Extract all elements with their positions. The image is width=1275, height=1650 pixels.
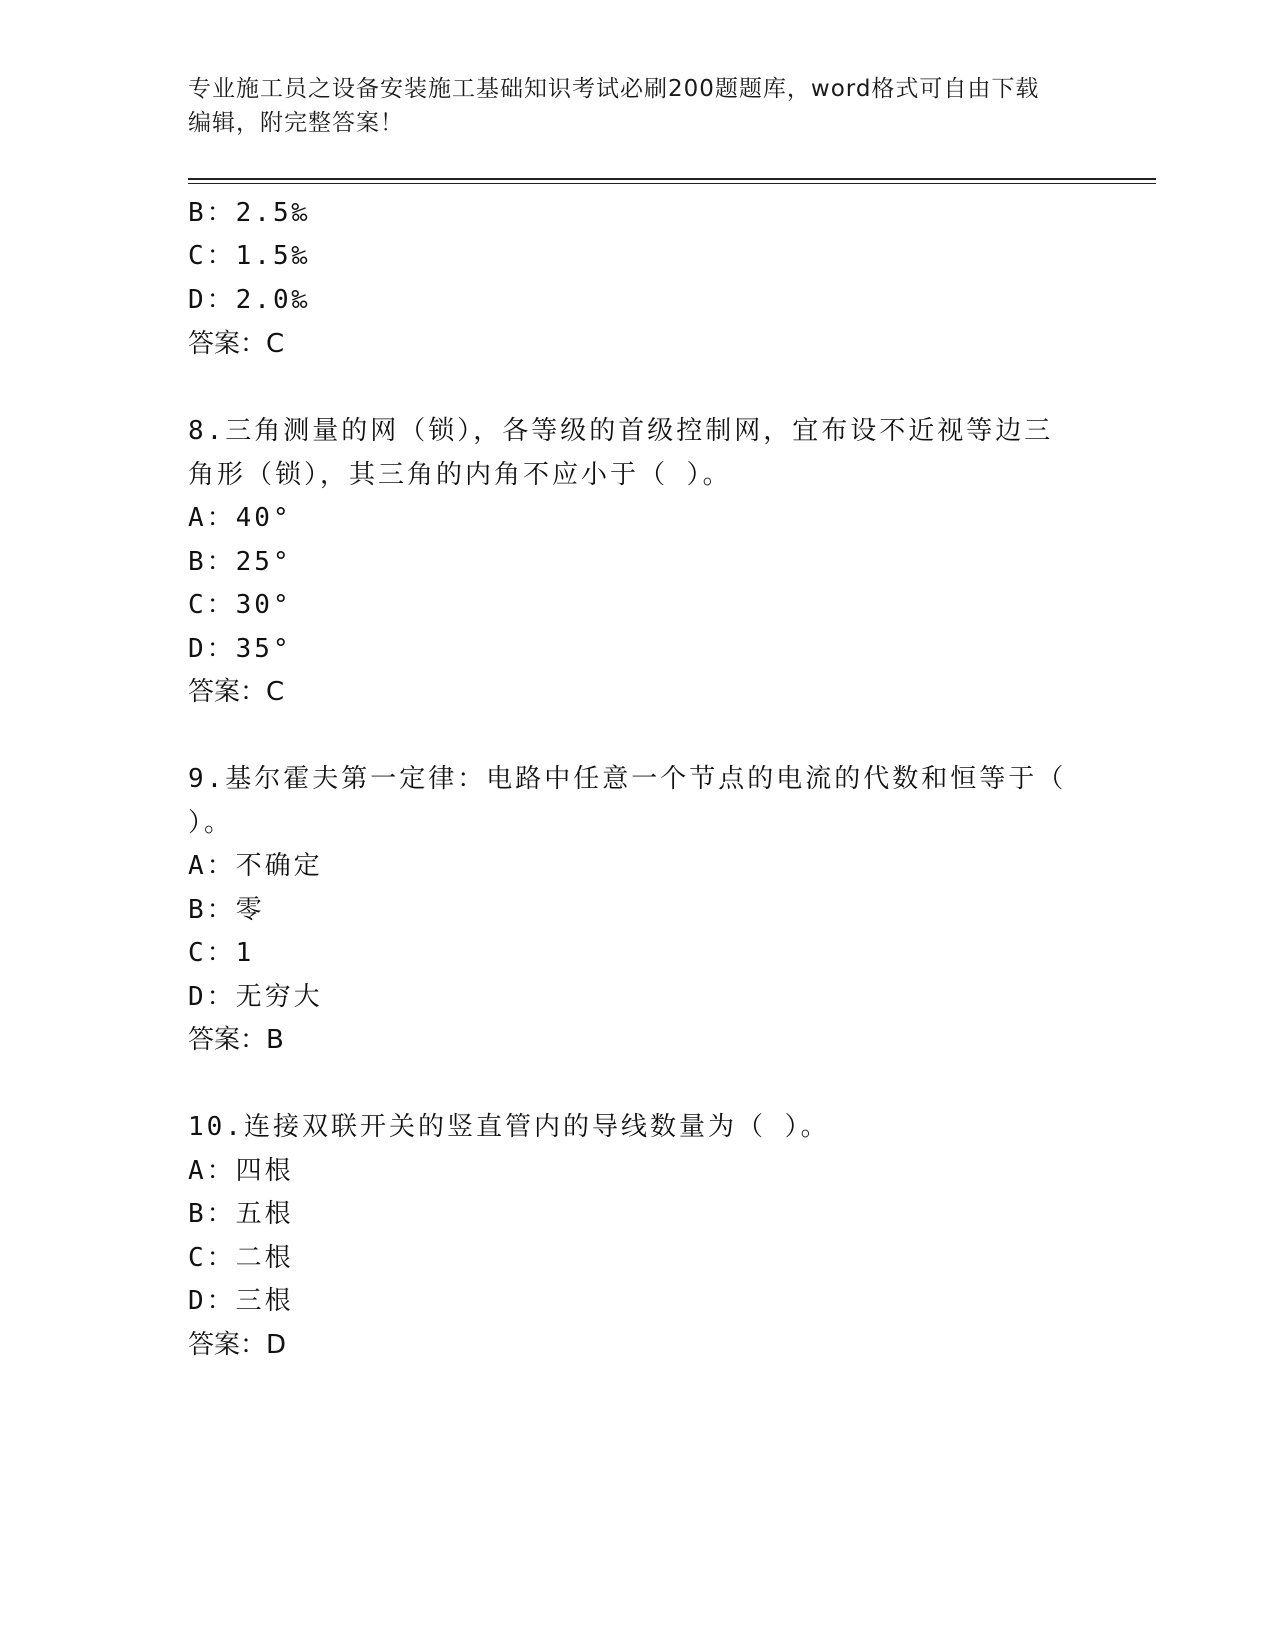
q9-option-b: B：零: [188, 895, 265, 925]
header-divider-thin: [188, 183, 1156, 184]
header-title-line-2: 编辑，附完整答案！: [188, 110, 404, 136]
q10-option-b: B：五根: [188, 1199, 294, 1229]
q8-option-a: A：40°: [188, 503, 292, 533]
q7-option-c: C：1.5‰: [188, 241, 311, 271]
q10-answer: 答案：D: [188, 1330, 287, 1360]
header-title-line-1: 专业施工员之设备安装施工基础知识考试必刷200题题库，word格式可自由下载: [188, 76, 1040, 102]
q9-answer: 答案：B: [188, 1025, 284, 1055]
q8-answer: 答案：C: [188, 677, 285, 707]
q8-option-b: B：25°: [188, 547, 292, 577]
q9-stem-line-1: 9.基尔霍夫第一定律：电路中任意一个节点的电流的代数和恒等于（: [188, 764, 1067, 794]
q10-stem-line-1: 10.连接双联开关的竖直管内的导线数量为（ ）。: [188, 1112, 830, 1142]
q9-option-a: A：不确定: [188, 851, 323, 881]
q8-stem-line-2: 角形（锁），其三角的内角不应小于（ ）。: [188, 460, 732, 490]
q10-option-c: C：二根: [188, 1243, 294, 1273]
q9-option-d: D：无穷大: [188, 982, 323, 1012]
q9-option-c: C：1: [188, 938, 255, 968]
q9-stem-line-2: ）。: [188, 808, 234, 838]
q7-option-d: D：2.0‰: [188, 285, 311, 315]
document-header: [188, 72, 1088, 140]
q8-stem-line-1: 8.三角测量的网（锁），各等级的首级控制网，宜布设不近视等边三: [188, 416, 1054, 446]
header-divider-thick: [188, 178, 1156, 180]
q8-option-c: C：30°: [188, 590, 292, 620]
q7-answer: 答案：C: [188, 329, 285, 359]
q10-option-a: A：四根: [188, 1156, 294, 1186]
q8-option-d: D：35°: [188, 634, 292, 664]
q10-option-d: D：三根: [188, 1286, 294, 1316]
q7-option-b: B：2.5‰: [188, 198, 311, 228]
